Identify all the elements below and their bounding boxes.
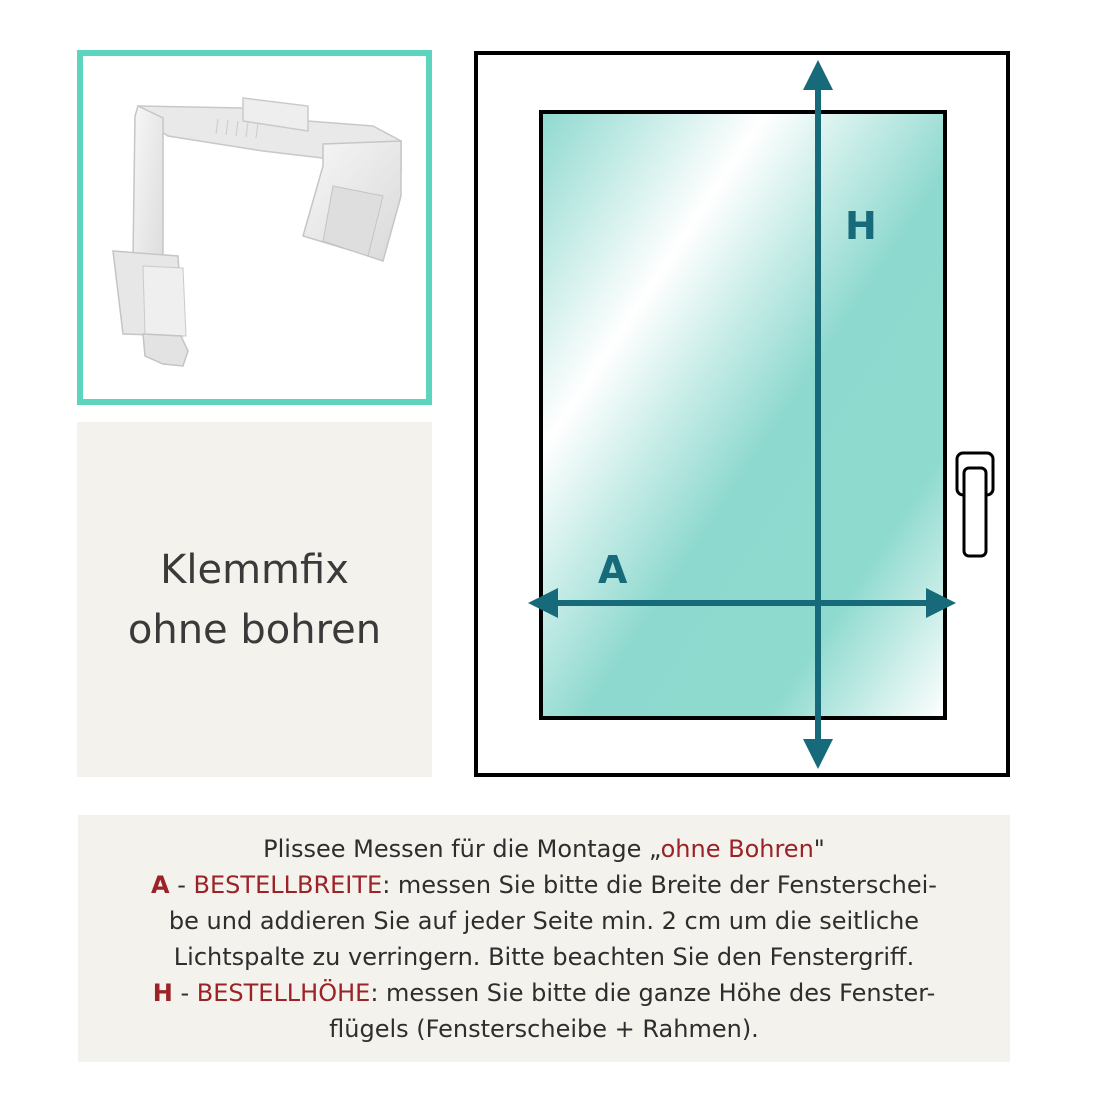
label-panel xyxy=(77,422,432,777)
width-instruction-line-2: be und addieren Sie auf jeder Seite min. 2 cm um die seitliche xyxy=(168,907,920,935)
height-instruction-line-1: H - BESTELLHÖHE: messen Sie bitte die ganze Höhe des Fenster- xyxy=(152,979,936,1007)
height-title: BESTELLHÖHE xyxy=(196,979,371,1007)
height-label: H xyxy=(845,204,877,248)
instructions-intro: Plissee Messen für die Montage „ohne Bohren" xyxy=(263,835,825,863)
label-line-2: ohne bohren xyxy=(127,606,382,653)
height-key: H xyxy=(152,979,173,1007)
width-title: BESTELLBREITE xyxy=(193,871,383,899)
intro-highlight: ohne Bohren xyxy=(660,835,814,863)
measuring-instructions xyxy=(78,815,1010,1062)
window-glass xyxy=(541,112,945,718)
width-instruction-line-1: A - BESTELLBREITE: messen Sie bitte die Breite der Fensterschei- xyxy=(151,871,937,899)
product-image-frame xyxy=(77,50,432,405)
klemmfix-clamp-bracket-icon xyxy=(83,56,426,399)
window-measurement-diagram xyxy=(470,48,1015,783)
width-key: A xyxy=(151,871,170,899)
width-label: A xyxy=(598,548,628,592)
width-instruction-line-3: Lichtspalte zu verringern. Bitte beachten Sie den Fenstergriff. xyxy=(173,943,915,971)
label-line-1: Klemmfix xyxy=(160,546,349,593)
height-instruction-line-2: flügels (Fensterscheibe + Rahmen). xyxy=(329,1015,759,1043)
